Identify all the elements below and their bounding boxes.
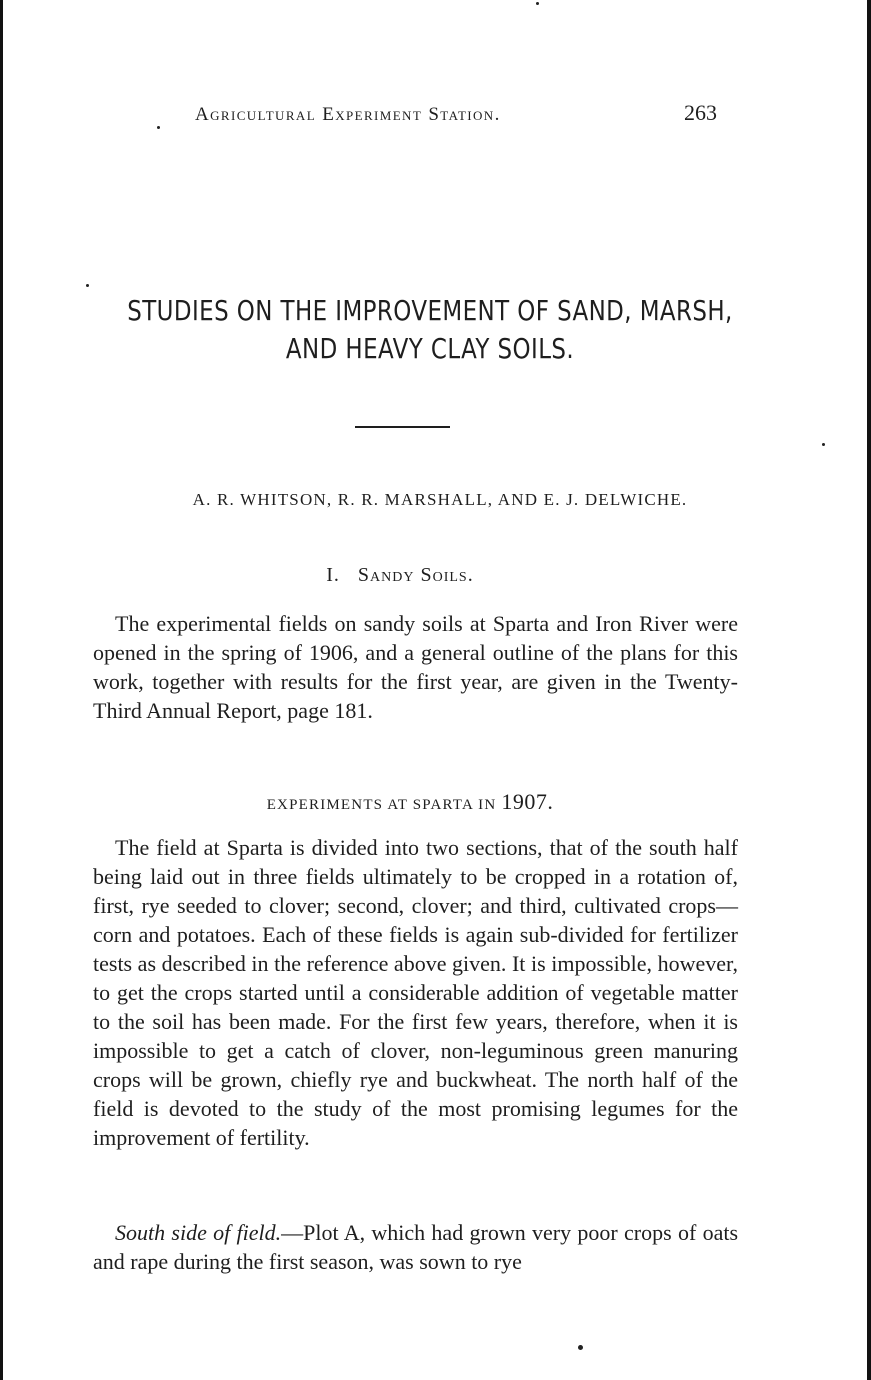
article-title	[127, 292, 734, 368]
page-header	[150, 100, 725, 134]
paragraph-3-lead: South side of field.	[115, 1220, 282, 1245]
paragraph-3	[93, 1218, 738, 1276]
paragraph-3-body	[93, 1218, 738, 1276]
subheading-year: 1907.	[501, 789, 554, 814]
title-line-1: STUDIES ON THE IMPROVEMENT OF SAND, MARSH,	[127, 294, 733, 327]
right-page-edge	[867, 0, 871, 1380]
paragraph-1	[93, 609, 738, 725]
title-line-2: AND HEAVY CLAY SOILS.	[285, 332, 575, 365]
print-speck	[86, 284, 89, 287]
subheading	[160, 789, 660, 815]
paragraph-2	[93, 833, 738, 1152]
running-head: Agricultural Experiment Station.	[195, 104, 501, 125]
page-number: 263	[684, 100, 717, 125]
print-speck	[822, 443, 825, 446]
subheading-text: EXPERIMENTS AT SPARTA IN	[266, 797, 497, 813]
section-title: Sandy Soils.	[357, 564, 474, 586]
print-speck	[578, 1345, 583, 1350]
section-heading	[100, 564, 700, 587]
paragraph-2-text: The field at Sparta is divided into two sections, that of the south half being laid out in three fields ultimately to be cropped in a rotation of, first, rye seeded to clover; second, clover; and third, cultivated crops—corn and potatoes. Each of these fields is again sub-divided for fertilizer tests as described in the reference above given. It is impossible, however, to get the crops started until a considerable addition of vegetable matter to the soil has been made. For the first few years, therefore, when it is impossible to get a catch of clover, non-leguminous green manuring crops will be grown, chiefly rye and buckwheat. The north half of the field is devoted to the study of the most promising legumes for the improvement of fertility.	[93, 835, 738, 1150]
authors: A. R. WHITSON, R. R. MARSHALL, AND E. J. DELWICHE.	[192, 490, 688, 509]
print-speck	[157, 126, 160, 129]
title-rule	[355, 426, 450, 428]
section-numeral: I.	[326, 564, 340, 586]
paragraph-3-text: —Plot A, which had grown very poor crops of oats and rape during the first season, was sown to rye	[93, 1220, 739, 1274]
print-speck	[536, 2, 539, 5]
paragraph-1-text: The experimental fields on sandy soils at Sparta and Iron River were opened in the spring of 1906, and a general outline of the plans for this work, together with results for the first year, are given in the Twenty-Third Annual Report, page 181.	[93, 611, 738, 723]
left-page-edge	[0, 0, 3, 1380]
